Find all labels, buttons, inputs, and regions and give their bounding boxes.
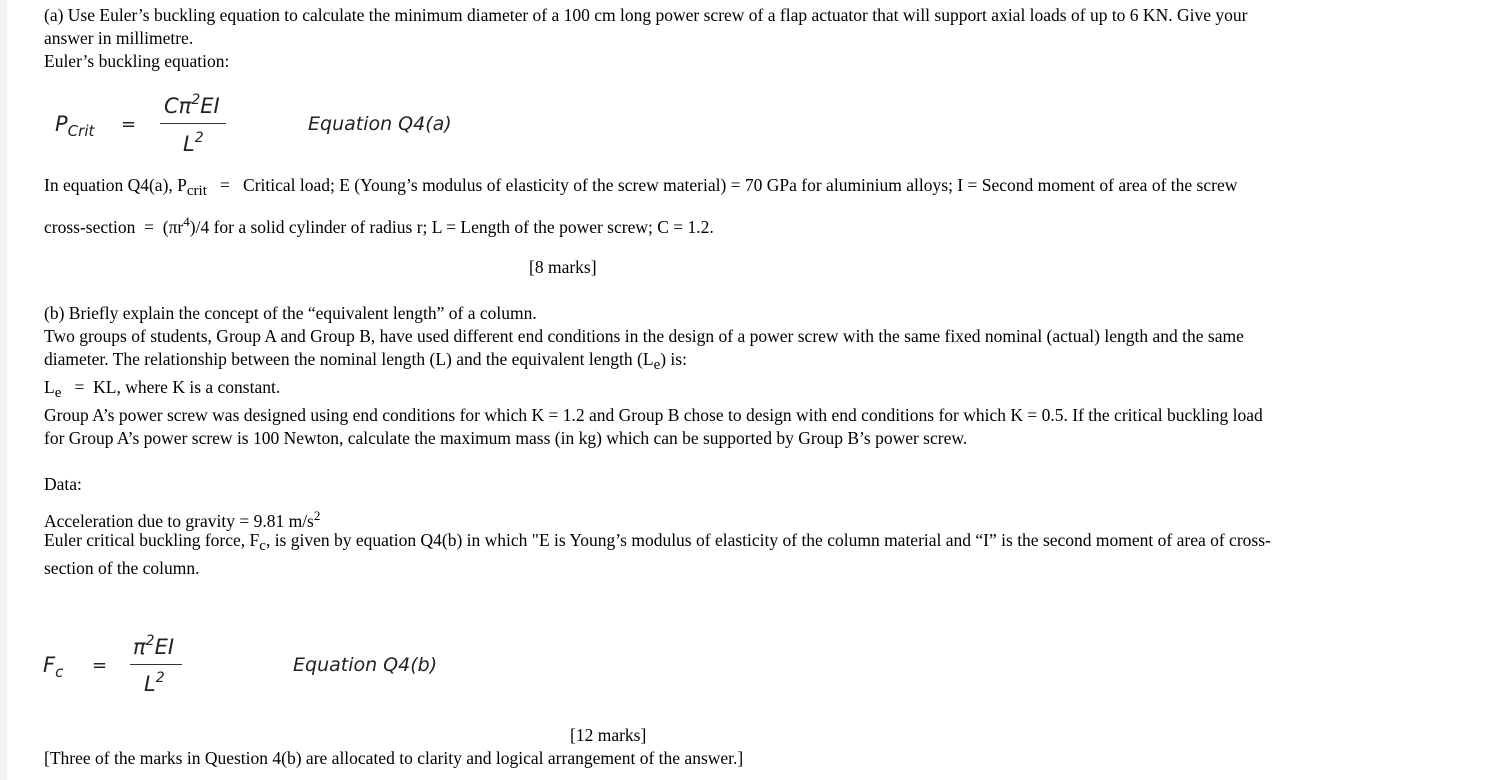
def2-pre: cross-section bbox=[44, 217, 136, 237]
eq-a-den: L bbox=[183, 132, 195, 156]
def2-eq: = bbox=[144, 217, 154, 237]
eq-a-num-sup: 2 bbox=[191, 92, 201, 108]
euler-post: , is given by equation Q4(b) in which "E is Young’s modulus of elasticity of the column material and “I” is the second moment of area of cross- bbox=[265, 530, 1271, 550]
def2-mid: (πr bbox=[162, 217, 184, 237]
left-margin-bar bbox=[0, 0, 7, 780]
part-b-line-2: Two groups of students, Group A and Group B, have used different end conditions in the design of a power screw with the same fixed nominal (actual) length and the same bbox=[44, 326, 1244, 346]
eq-b-equals: = bbox=[92, 655, 108, 676]
rel-eq: = bbox=[74, 377, 85, 397]
part-b-note: [Three of the marks in Question 4(b) are allocated to clarity and logical arrangement of the answer.] bbox=[44, 748, 744, 768]
rel-sub: e bbox=[54, 385, 62, 401]
eq-b-fraction-bar bbox=[130, 664, 182, 665]
eq-b-num-post: EI bbox=[154, 635, 175, 659]
eq-a-den-sup: 2 bbox=[194, 130, 204, 146]
eq-b-den-sup: 2 bbox=[155, 670, 165, 686]
part-b-data-label: Data: bbox=[44, 474, 82, 494]
part-a-definitions-2 bbox=[44, 210, 714, 239]
part-a-marks: [8 marks] bbox=[529, 257, 597, 277]
eq-a-numerator bbox=[164, 92, 220, 118]
eq-a-label: Equation Q4(a) bbox=[308, 113, 452, 135]
def2-post: )/4 for a solid cylinder of radius r; L = Length of the power screw; C = 1.2. bbox=[189, 217, 714, 237]
part-a-line-3: Euler’s buckling equation: bbox=[44, 51, 230, 71]
eq-b-denominator bbox=[144, 670, 165, 696]
def-sub: crit bbox=[186, 183, 207, 199]
part-b-line-6: for Group A’s power screw is 100 Newton, calculate the maximum mass (in kg) which can be supported by Group B’s power screw. bbox=[44, 428, 968, 448]
eq-a-lhs bbox=[55, 112, 94, 140]
def2-sup: 4 bbox=[183, 214, 190, 229]
eq-a-equals: = bbox=[121, 114, 137, 135]
line3-post: ) is: bbox=[660, 349, 687, 369]
eq-b-lhs bbox=[43, 653, 63, 681]
part-b-marks: [12 marks] bbox=[570, 725, 647, 745]
def-pre: In equation Q4(a), P bbox=[44, 175, 187, 195]
part-b-euler-line-2: section of the column. bbox=[44, 558, 200, 578]
part-a-line-2: answer in millimetre. bbox=[44, 28, 194, 48]
eq-a-num-post: EI bbox=[200, 94, 220, 118]
eq-b-label: Equation Q4(b) bbox=[293, 654, 438, 676]
eq-b-num-pre: π bbox=[133, 635, 146, 659]
eq-b-den: L bbox=[144, 672, 156, 696]
line3-pre: diameter. The relationship between the nominal length (L) and the equivalent length (L bbox=[44, 349, 654, 369]
part-b-line-1: (b) Briefly explain the concept of the “equivalent length” of a column. bbox=[44, 303, 537, 323]
part-a-line-1: (a) Use Euler’s buckling equation to calculate the minimum diameter of a 100 cm long power screw of a flap actuator that will support axial loads of up to 6 KN. Give your bbox=[44, 5, 1248, 25]
eq-a-fraction-bar bbox=[160, 123, 226, 124]
euler-sub: c bbox=[259, 538, 266, 554]
euler-pre: Euler critical buckling force, F bbox=[44, 530, 260, 550]
eq-a-lhs-symbol: P bbox=[55, 112, 68, 136]
line3-sub: e bbox=[653, 357, 661, 373]
part-b-line-5: Group A’s power screw was designed using end conditions for which K = 1.2 and Group B chose to design with end conditions for which K = 0.5. If the critical buckling load bbox=[44, 405, 1263, 425]
rel-post: KL, where K is a constant. bbox=[93, 377, 281, 397]
rel-pre: L bbox=[44, 377, 55, 397]
eq-b-num-sup: 2 bbox=[145, 633, 155, 649]
part-a-definitions-1 bbox=[44, 174, 1237, 203]
def-eq: = bbox=[220, 175, 230, 195]
eq-b-lhs-subscript: c bbox=[55, 663, 64, 681]
eq-b-lhs-symbol: F bbox=[43, 653, 56, 677]
eq-a-denominator bbox=[183, 130, 204, 156]
part-b-euler-line-1 bbox=[44, 529, 1271, 558]
part-b-relation bbox=[44, 376, 280, 405]
def-post: Critical load; E (Young’s modulus of elasticity of the screw material) = 70 GPa for aluminium alloys; I = Second moment of area of the screw bbox=[243, 175, 1238, 195]
eq-a-num-pre: Cπ bbox=[164, 94, 192, 118]
accel-sup: 2 bbox=[313, 508, 321, 523]
eq-b-numerator bbox=[133, 633, 174, 659]
accel-pre: Acceleration due to gravity = 9.81 m/s bbox=[44, 511, 314, 531]
eq-a-lhs-subscript: Crit bbox=[67, 122, 95, 140]
part-b-line-3 bbox=[44, 348, 687, 377]
